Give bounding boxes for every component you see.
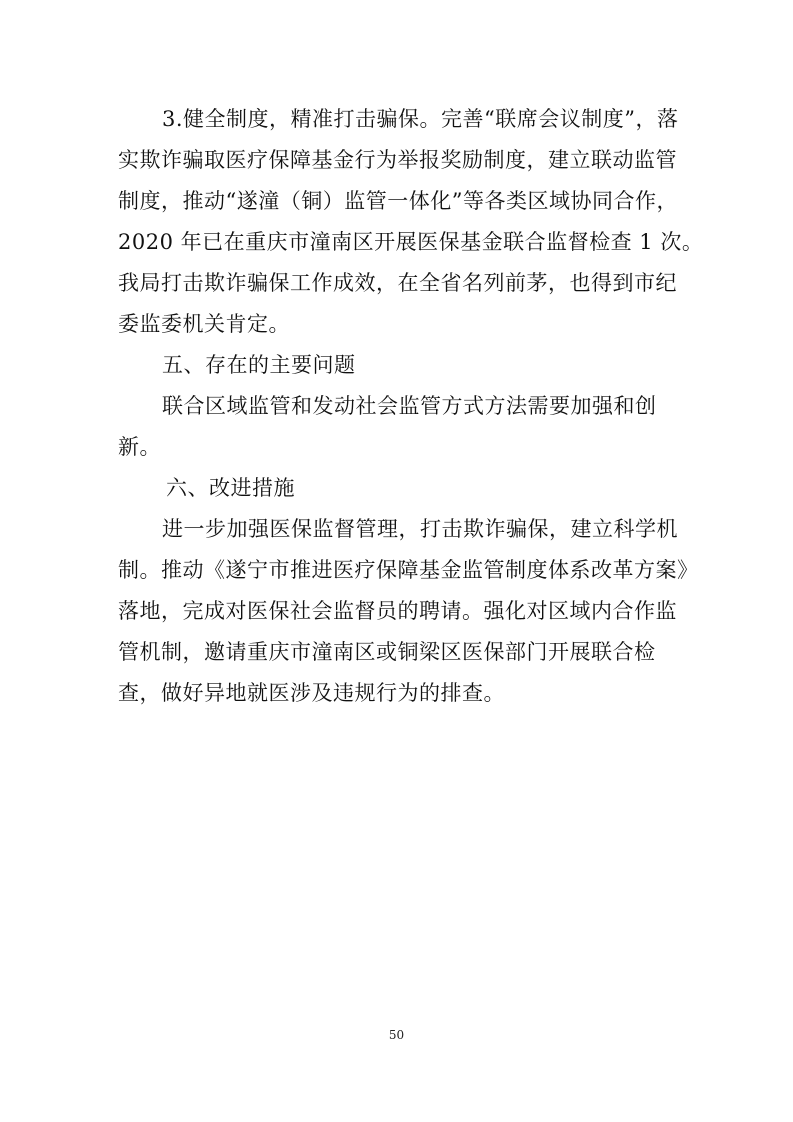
page-number: 50 [388, 1028, 405, 1042]
section3-line-6: 委监委机关肯定。 [118, 312, 290, 336]
section3-line-1: 3.健全制度，精准打击骗保。完善“联席会议制度”，落 [162, 107, 679, 131]
section5-heading: 五、存在的主要问题 [162, 353, 356, 377]
section3-line-3: 制度，推动“遂潼（铜）监管一体化”等各类区域协同合作， [118, 189, 678, 213]
section3-line-5: 我局打击欺诈骗保工作成效，在全省名列前茅，也得到市纪 [118, 271, 677, 295]
section6-line-3: 落地，完成对医保社会监督员的聘请。强化对区域内合作监 [118, 599, 677, 623]
section6-line-1: 进一步加强医保监督管理，打击欺诈骗保，建立科学机 [162, 517, 678, 541]
section5-line-2: 新。 [118, 435, 161, 459]
section6-heading: 六、改进措施 [166, 476, 295, 500]
section6-line-2: 制。推动《遂宁市推进医疗保障基金监管制度体系改革方案》 [118, 558, 699, 582]
section5-line-1: 联合区域监管和发动社会监管方式方法需要加强和创 [162, 394, 657, 418]
section3-line-2: 实欺诈骗取医疗保障基金行为举报奖励制度，建立联动监管 [118, 148, 677, 172]
section6-line-5: 查，做好异地就医涉及违规行为的排查。 [118, 681, 505, 705]
section6-line-4: 管机制，邀请重庆市潼南区或铜梁区医保部门开展联合检 [118, 640, 656, 664]
section3-line-4: 2020 年已在重庆市潼南区开展医保基金联合监督检查 1 次。 [118, 230, 704, 254]
